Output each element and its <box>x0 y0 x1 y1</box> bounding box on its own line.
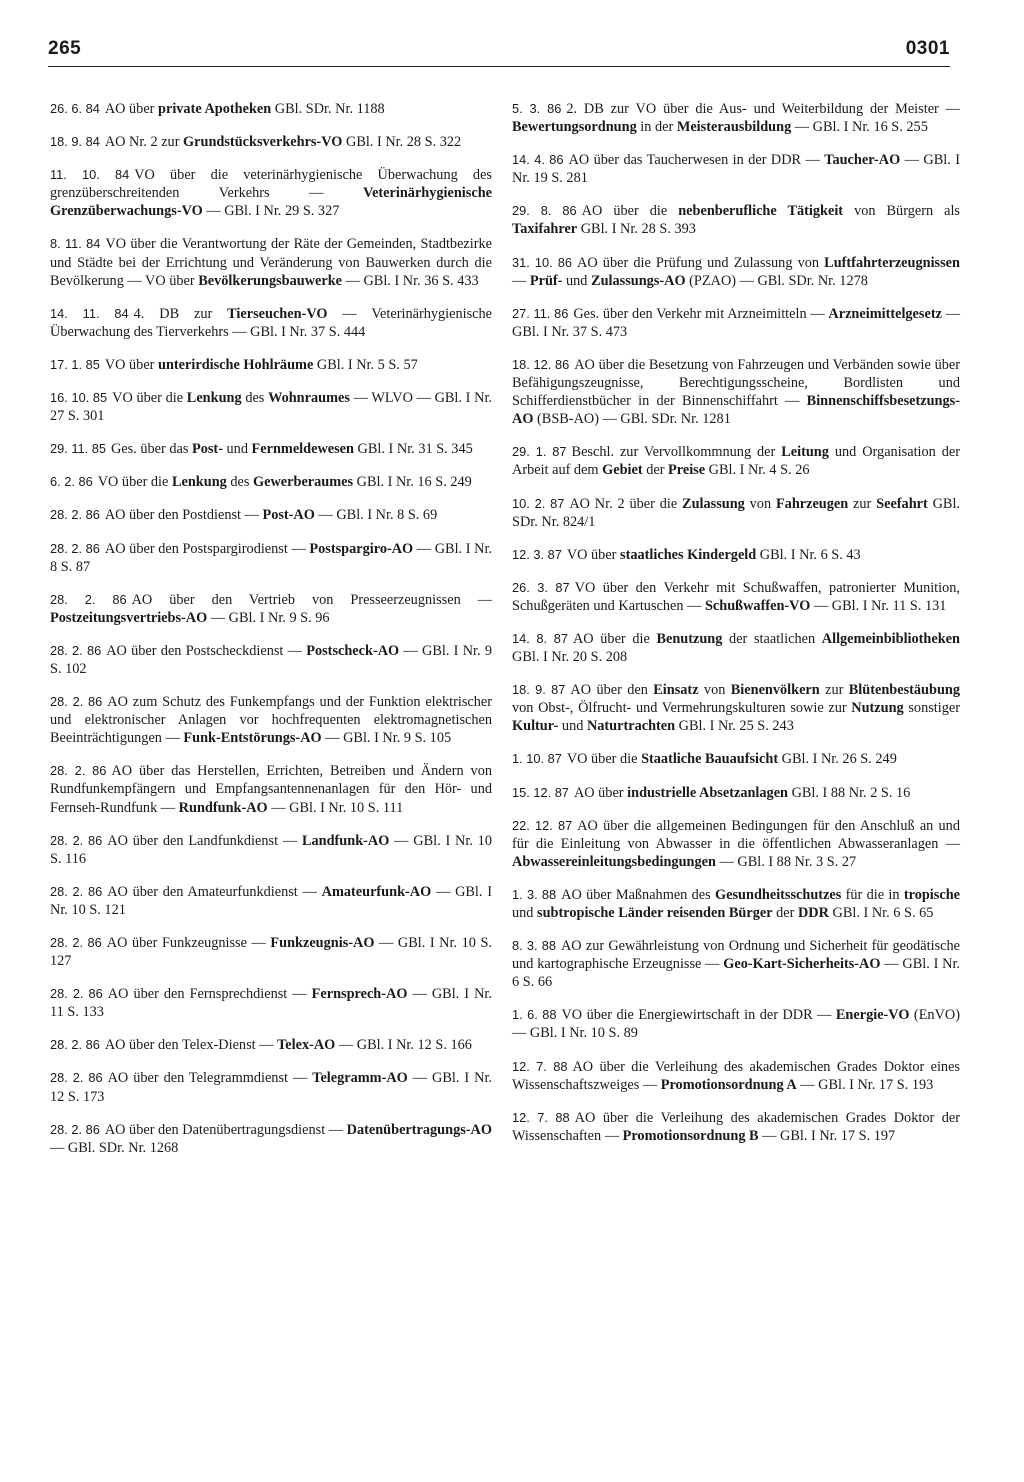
entry-text: zur <box>819 682 849 699</box>
entry-keyword: Naturtrachten <box>586 718 676 735</box>
register-entry <box>50 305 492 341</box>
entry-text: GBl. I Nr. 26 S. 249 <box>778 751 897 768</box>
entry-text: von Bürgern als <box>843 203 960 220</box>
entry-keyword: industrielle Absetzanlagen <box>627 784 788 801</box>
entry-date: 18. 12. 86 <box>512 356 570 372</box>
entry-keyword: Post-AO <box>262 507 315 524</box>
entry-text: GBl. I Nr. 6 S. 43 <box>756 546 861 563</box>
register-entry <box>512 1006 960 1042</box>
register-entry <box>512 886 960 922</box>
entry-text: (BSB-AO) — GBl. SDr. Nr. 1281 <box>533 411 731 428</box>
entry-date: 10. 2. 87 <box>512 495 565 511</box>
entry-text: AO über das Taucherwesen in der DDR — <box>568 152 825 169</box>
entry-text: AO über den Fernsprechdienst — <box>107 986 312 1003</box>
entry-text: VO über die <box>97 474 172 491</box>
entry-text: AO über Funkzeugnisse — <box>106 935 271 951</box>
entry-text: — GBl. SDr. Nr. 1268 <box>50 1139 179 1156</box>
page-number: 265 <box>48 38 82 59</box>
entry-text: Beschl. zur Vervollkommnung der <box>571 444 782 461</box>
entry-keyword: Landfunk-AO <box>301 832 390 849</box>
entry-keyword: Leitung <box>781 444 829 461</box>
entry-text: AO über den Postspargirodienst — <box>104 540 310 557</box>
entry-text: — GBl. I Nr. 11 S. 133 <box>50 986 492 1021</box>
entry-date: 28. 2. 86 <box>50 763 107 779</box>
entry-keyword: Funkzeugnis-AO <box>270 935 375 951</box>
entry-date: 16. 10. 85 <box>50 390 108 406</box>
entry-text: — GBl. I Nr. 36 S. 433 <box>342 272 479 289</box>
entry-text: der <box>772 905 798 921</box>
entry-keyword: Bevölkerungsbauwerke <box>198 272 343 289</box>
entry-date: 17. 1. 85 <box>50 356 100 372</box>
entry-text: — GBl. I Nr. 10 S. 127 <box>50 935 493 970</box>
entry-text: — WLVO — GBl. I Nr. 27 S. 301 <box>50 390 492 425</box>
entry-text: AO Nr. 2 zur <box>104 134 184 151</box>
entry-text: GBl. SDr. Nr. 1188 <box>271 101 385 117</box>
entry-date: 28. 2. 86 <box>50 883 103 899</box>
entry-keyword: Arzneimittelgesetz <box>828 305 942 322</box>
document-code: 0301 <box>905 38 950 59</box>
entry-keyword: Grundstücksverkehrs-VO <box>183 134 343 151</box>
entry-date: 29. 11. 85 <box>50 441 106 457</box>
entry-text: von <box>698 682 731 699</box>
entry-keyword: Veterinärhygienische Grenzüberwachungs-VO <box>50 185 492 220</box>
register-entry <box>50 693 492 747</box>
entry-text: und <box>558 718 587 735</box>
entry-keyword: Taucher-AO <box>824 152 901 169</box>
entry-keyword: Zulassung <box>682 495 745 512</box>
entry-keyword: Taxifahrer <box>512 221 578 238</box>
entry-keyword: Seefahrt <box>876 495 928 512</box>
entry-keyword: Allgemeinbibliotheken <box>821 630 960 647</box>
register-entry <box>512 1109 960 1145</box>
entry-keyword: unterirdische Hohlräume <box>158 356 314 373</box>
register-entry <box>512 546 960 564</box>
entry-text: AO zum Schutz des Funkempfangs und der Funktion elektrischer und elektronischer Anlagen vor hochfrequenten elektromagnetischen Beeinträchtigungen — <box>50 694 492 747</box>
register-entry <box>512 1058 960 1094</box>
entry-text: VO über die <box>566 751 642 768</box>
entry-text: — GBl. I Nr. 17 S. 197 <box>758 1127 896 1144</box>
entry-date: 14. 8. 87 <box>512 630 568 646</box>
entry-keyword: Promotionsordnung B <box>622 1127 759 1144</box>
entry-text: des <box>226 474 254 491</box>
entry-date: 28. 2. 86 <box>50 1037 100 1053</box>
entry-keyword: Kultur- <box>512 718 559 735</box>
entry-date: 1. 3. 88 <box>512 886 557 902</box>
entry-text: AO über den Postdienst — <box>104 507 263 524</box>
register-entry <box>50 540 492 576</box>
entry-text: — GBl. I 88 Nr. 3 S. 27 <box>715 853 857 870</box>
entry-text: GBl. I Nr. 4 S. 26 <box>705 462 810 479</box>
entry-date: 15. 12. 87 <box>512 784 569 800</box>
register-entry <box>512 681 960 735</box>
entry-keyword: DDR <box>797 905 829 921</box>
entry-date: 22. 12. 87 <box>512 817 573 833</box>
entry-date: 28. 2. 86 <box>50 832 103 848</box>
entry-text: GBl. SDr. Nr. 824/1 <box>512 495 961 530</box>
entry-text: GBl. I Nr. 31 S. 345 <box>353 441 473 458</box>
entry-date: 28. 2. 86 <box>50 1121 100 1137</box>
entry-date: 12. 3. 87 <box>512 546 562 562</box>
entry-text: AO Nr. 2 über die <box>569 495 683 512</box>
entry-keyword: Luftfahrterzeugnissen <box>824 254 960 271</box>
entry-keyword: Lenkung <box>186 390 242 407</box>
entry-text: (PZAO) — GBl. SDr. Nr. 1278 <box>685 272 868 289</box>
entry-text: (EnVO) — GBl. I Nr. 10 S. 89 <box>512 1007 960 1042</box>
entry-date: 29. 8. 86 <box>512 203 577 219</box>
register-entry <box>50 832 492 868</box>
entry-text: — GBl. I Nr. 8 S. 69 <box>314 507 438 524</box>
entry-date: 27. 11. 86 <box>512 305 569 321</box>
entry-text: Ges. über den Verkehr mit Arzneimitteln — <box>573 305 829 322</box>
register-entry <box>512 784 960 802</box>
register-entry <box>50 133 492 151</box>
entry-keyword: staatliches Kindergeld <box>620 546 757 563</box>
register-entry <box>512 356 960 428</box>
entry-date: 28. 2. 86 <box>50 591 127 607</box>
entry-text: AO über <box>573 784 628 801</box>
entry-date: 28. 2. 86 <box>50 507 100 523</box>
entry-text: AO über die <box>581 203 679 220</box>
entry-date: 26. 3. 87 <box>512 579 570 595</box>
entry-keyword: tropische <box>903 886 960 903</box>
entry-keyword: Gewerberaumes <box>253 474 354 491</box>
entry-text: AO über Maßnahmen des <box>561 886 716 903</box>
entry-date: 12. 7. 88 <box>512 1109 570 1125</box>
entry-text: AO über den <box>570 682 654 699</box>
entry-keyword: Schußwaffen-VO <box>704 597 811 614</box>
entry-text: — GBl. I Nr. 9 S. 102 <box>50 642 492 677</box>
entry-text: AO über die Verleihung des akademischen Grades Doktor eines Wissenschaftszweiges — <box>512 1058 960 1093</box>
entry-text: AO über die allgemeinen Bedingungen für den Anschluß an und für die Einleitung von Abwasser in die öffentlichen Abwasseranlagen — <box>512 817 960 852</box>
entry-keyword: Staatliche Bauaufsicht <box>641 751 779 768</box>
entry-date: 12. 7. 88 <box>512 1058 568 1074</box>
entry-text: von Obst-, Ölfrucht- und Vermehrungskulturen sowie zur <box>512 700 852 717</box>
entry-date: 5. 3. 86 <box>512 101 562 116</box>
entry-text: — GBl. I Nr. 16 S. 255 <box>791 119 928 136</box>
entry-text: AO über die Besetzung von Fahrzeugen und Verbänden sowie über Befähigungszeugnisse, Berechtigungsscheine, Bordlisten und Schifferdienstbücher in der Binnenschiffahrt — <box>512 356 960 410</box>
entry-text: GBl. I 88 Nr. 2 S. 16 <box>788 784 911 801</box>
entry-keyword: Gesundheitsschutzes <box>715 886 842 903</box>
entry-keyword: Fahrzeugen <box>775 495 849 512</box>
register-entry <box>512 100 960 136</box>
entry-keyword: Abwassereinleitungsbedingungen <box>512 853 716 870</box>
entry-text: — GBl. I Nr. 9 S. 105 <box>321 730 452 747</box>
entry-keyword: Datenübertragungs-AO <box>346 1121 493 1138</box>
entry-text: GBl. I Nr. 5 S. 57 <box>313 356 418 373</box>
register-entry <box>512 151 960 187</box>
entry-text: und <box>562 272 592 289</box>
entry-text: — GBl. I Nr. 11 S. 131 <box>810 597 947 614</box>
entry-date: 26. 6. 84 <box>50 101 100 116</box>
entry-text: AO über das Herstellen, Errichten, Betreiben und Ändern von Rundfunkempfängern und Empfangsantennenanlagen für den Hör- und Fernseh-Rundfunk — <box>50 763 492 816</box>
entry-keyword: private Apotheken <box>158 101 272 117</box>
entry-text: — GBl. I Nr. 12 S. 166 <box>335 1037 472 1054</box>
entry-text: und Organisation der Arbeit auf dem <box>512 444 960 479</box>
right-column <box>512 100 960 1160</box>
register-entry <box>50 506 492 524</box>
entry-date: 8. 3. 88 <box>512 938 556 954</box>
entry-text: GBl. I Nr. 28 S. 322 <box>342 134 462 151</box>
entry-date: 31. 10. 86 <box>512 254 573 270</box>
entry-text: AO über den Telex-Dienst — <box>104 1037 278 1054</box>
entry-text: — GBl. I Nr. 29 S. 327 <box>202 203 340 220</box>
entry-text: VO über <box>104 356 159 373</box>
entry-date: 11. 10. 84 <box>50 167 130 183</box>
entry-keyword: Telex-AO <box>277 1037 336 1054</box>
register-entry <box>50 1121 492 1157</box>
register-entry <box>50 166 492 220</box>
entry-text: — GBl. I Nr. 8 S. 87 <box>50 540 492 575</box>
entry-date: 28. 2. 86 <box>50 694 103 710</box>
entry-text: — GBl. I Nr. 10 S. 111 <box>267 799 404 816</box>
entry-date: 8. 11. 84 <box>50 236 101 252</box>
entry-text: AO über den Datenübertragungsdienst — <box>104 1121 347 1138</box>
entry-text: Ges. über das <box>110 441 192 458</box>
entry-keyword: Geo-Kart-Sicherheits-AO <box>723 956 881 973</box>
entry-text: in der <box>636 119 677 136</box>
entry-keyword: Einsatz <box>653 682 699 699</box>
entry-text: VO über <box>566 546 621 563</box>
entry-keyword: Zulassungs-AO <box>591 272 686 289</box>
entry-text: — GBl. I Nr. 19 S. 281 <box>512 152 960 187</box>
entry-text: VO über die Energiewirtschaft in der DDR — <box>561 1007 836 1024</box>
entry-keyword: Postspargiro-AO <box>309 540 414 557</box>
register-entry <box>512 817 960 871</box>
entry-date: 6. 2. 86 <box>50 474 93 490</box>
register-entry <box>512 202 960 238</box>
register-entry <box>50 985 492 1021</box>
entry-text: des <box>241 390 269 407</box>
entry-text: — Veterinärhygienische Überwachung des Tierverkehrs — GBl. I Nr. 37 S. 444 <box>50 305 492 340</box>
register-entry <box>50 762 492 816</box>
entry-keyword: Preise <box>668 462 706 479</box>
register-entry <box>50 1036 492 1054</box>
entry-keyword: Meisterausbildung <box>676 119 792 136</box>
entry-text: — GBl. I Nr. 10 S. 116 <box>50 832 492 867</box>
entry-keyword: Blütenbestäubung <box>848 682 961 699</box>
register-entry <box>512 443 960 479</box>
entry-date: 14. 4. 86 <box>512 152 564 168</box>
entry-text: AO über den Amateurfunkdienst — <box>107 883 322 900</box>
entry-keyword: Wohnraumes <box>268 390 350 407</box>
entry-text: und <box>222 441 252 458</box>
register-entry <box>50 235 492 289</box>
register-entry <box>512 750 960 768</box>
entry-text: — GBl. I Nr. 12 S. 173 <box>50 1070 492 1105</box>
entry-text: AO über den Postscheckdienst — <box>106 642 307 659</box>
entry-keyword: Lenkung <box>171 474 227 491</box>
register-entry <box>50 883 492 919</box>
entry-text: AO über den Vertrieb von Presseerzeugnissen — <box>131 591 492 608</box>
register-entry <box>512 630 960 666</box>
entry-keyword: Bienenvölkern <box>730 682 820 699</box>
entry-date: 28. 2. 86 <box>50 1070 103 1086</box>
entry-text: GBl. I Nr. 20 S. 208 <box>512 649 628 666</box>
register-entry <box>512 254 960 290</box>
entry-text: zur <box>848 495 877 512</box>
register-entry <box>512 579 960 615</box>
entry-keyword: Telegramm-AO <box>312 1070 408 1087</box>
entry-text: VO über den Verkehr mit Schußwaffen, patronierter Munition, Schußgeräten und Kartuschen — <box>512 579 961 614</box>
register-entry <box>50 642 492 678</box>
entry-date: 28. 2. 86 <box>50 642 102 658</box>
entry-text: und <box>512 905 538 921</box>
entry-text: AO zur Gewährleistung von Ordnung und Sicherheit für geodätische und kartographische Erzeugnisse — <box>512 938 960 973</box>
entry-text: AO über den Telegrammdienst — <box>107 1070 313 1087</box>
register-entry <box>512 305 960 341</box>
entry-text: GBl. I Nr. 16 S. 249 <box>353 474 472 491</box>
register-entry <box>50 473 492 491</box>
entry-keyword: subtropische Länder reisenden Bürger <box>537 905 773 921</box>
entry-date: 28. 2. 86 <box>50 986 103 1002</box>
register-entry <box>512 495 960 531</box>
entry-date: 29. 1. 87 <box>512 444 567 460</box>
register-entry <box>50 591 492 627</box>
entry-date: 28. 2. 86 <box>50 540 100 556</box>
entry-text: AO über die Verleihung des akademischen Grades Doktor der Wissenschaften — <box>512 1109 960 1144</box>
entry-text: AO über die Prüfung und Zulassung von <box>577 254 825 271</box>
entry-text: — GBl. I Nr. 9 S. 96 <box>207 609 330 626</box>
entry-keyword: Binnenschiffsbesetzungs-AO <box>512 393 960 428</box>
entry-keyword: Post- <box>191 441 223 458</box>
entry-keyword: nebenberufliche Tätigkeit <box>678 203 844 220</box>
entry-text: VO über die veterinärhygienische Überwachung des grenzüberschreitenden Verkehrs — <box>50 167 492 202</box>
entry-date: 18. 9. 87 <box>512 682 566 698</box>
entry-date: 1. 10. 87 <box>512 751 562 767</box>
entry-keyword: Amateurfunk-AO <box>321 883 432 900</box>
entry-text: GBl. I Nr. 28 S. 393 <box>577 221 696 238</box>
entry-keyword: Promotionsordnung A <box>660 1076 797 1093</box>
entry-date: 18. 9. 84 <box>50 134 100 150</box>
entry-keyword: Benutzung <box>656 630 723 647</box>
entry-keyword: Funk-Entstörungs-AO <box>183 730 322 747</box>
register-entry <box>50 1069 492 1105</box>
entry-keyword: Rundfunk-AO <box>178 799 268 816</box>
entry-text: — GBl. I Nr. 37 S. 473 <box>512 305 960 340</box>
entry-text: der staatlichen <box>722 630 822 647</box>
entry-text: GBl. I Nr. 6 S. 65 <box>828 905 934 921</box>
entry-date: 28. 2. 86 <box>50 935 102 950</box>
register-entry <box>50 356 492 374</box>
entry-text: für die in <box>841 886 904 903</box>
entry-keyword: Tierseuchen-VO <box>227 305 328 322</box>
entry-text: VO über die Verantwortung der Räte der Gemeinden, Stadtbezirke und Städte bei der Errichtung und Veränderung von Bauwerken durch die Bevölkerung — VO über <box>50 236 493 289</box>
entry-text: AO über die <box>572 630 657 647</box>
register-entry <box>50 389 492 425</box>
entry-keyword: Fernsprech-AO <box>311 986 408 1003</box>
entry-keyword: Prüf- <box>529 272 563 289</box>
entry-keyword: Nutzung <box>851 700 904 717</box>
page-header <box>48 38 950 67</box>
entry-text: AO über den Landfunkdienst — <box>107 832 302 849</box>
entry-keyword: Postzeitungsvertriebs-AO <box>50 609 208 626</box>
entry-text: — GBl. I Nr. 17 S. 193 <box>796 1076 934 1093</box>
entry-text: 4. DB zur <box>133 305 228 322</box>
entry-text: VO über die <box>112 390 187 407</box>
entry-keyword: Bewertungsordnung <box>512 119 637 136</box>
entry-keyword: Fernmeldewesen <box>251 441 354 458</box>
left-column <box>50 100 492 1172</box>
entry-text: — GBl. I Nr. 10 S. 121 <box>50 883 492 918</box>
register-entry <box>50 100 492 118</box>
register-entry <box>512 937 960 991</box>
entry-keyword: Gebiet <box>602 462 643 479</box>
entry-text: AO über <box>104 101 159 117</box>
entry-keyword: Postscheck-AO <box>306 642 400 659</box>
entry-text: GBl. I Nr. 25 S. 243 <box>675 718 794 735</box>
entry-text: 2. DB zur VO über die Aus- und Weiterbildung der Meister — <box>566 101 960 117</box>
register-entry <box>50 440 492 458</box>
entry-keyword: Energie-VO <box>835 1007 910 1024</box>
register-entry <box>50 934 492 970</box>
entry-text: von <box>744 495 776 512</box>
entry-date: 14. 11. 84 <box>50 305 129 321</box>
entry-text: — <box>512 272 530 289</box>
entry-date: 1. 6. 88 <box>512 1007 557 1023</box>
entry-text: der <box>642 462 669 479</box>
entry-text: sonstiger <box>903 700 960 717</box>
entry-text: — GBl. I Nr. 6 S. 66 <box>512 956 960 991</box>
